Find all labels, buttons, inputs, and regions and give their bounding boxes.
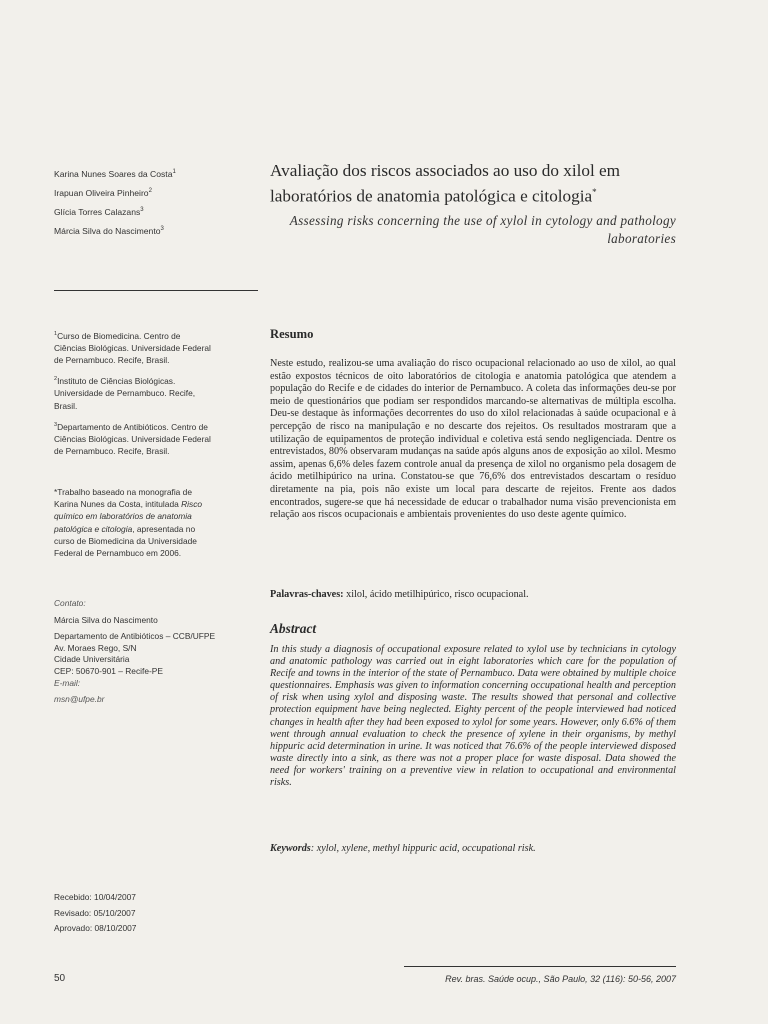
contact-street: Av. Moraes Rego, S/N [54,642,137,653]
affiliation: $^2$Instituto de Ciências Biológicas. Universidade de Pernambuco. Recife, Brasil. [54,376,196,411]
contact-city: Cidade Universitária [54,654,130,665]
contact-label: Contato: [54,598,86,608]
abstract-keywords: Keywords: xylol, xylene, methyl hippuric acid, occupational risk. [270,843,536,854]
date-revised: Revisado: 05/10/2007 [54,907,136,918]
resumo-heading: Resumo [270,327,314,341]
left-divider [54,290,258,291]
resumo-keywords: Palavras-chaves: xilol, ácido metilhipúrico, risco ocupacional. [270,589,529,600]
journal-citation: Rev. bras. Saúde ocup., São Paulo, 32 (116): 50-56, 2007 [445,974,676,984]
affiliation: $^3$Departamento de Antibióticos. Centro de Ciências Biológicas. Universidade Federal de Pernambuco. Recife, Brasil. [54,421,211,457]
page-number: 50 [54,973,66,984]
abstract-body: In this study a diagnosis of occupational exposure related to xylol use by technicians in cytology and anatomic pathology was carried out in eight laboratories which care for the population of Recife and towns in the interior of the state of Pernambuco. Data were obtained by multiple choice questionnaires. Emphasis was given to information concerning occupational health and perception of risk when using xylol and disposing waste. The results showed that personal and collective protection equipment have being neglected. Eighty percent of the people interviewed had noticed changes in health after they had been exposed to xylol for some years. However, only 6.6% of them went through annual evaluation to check the presence of xylene in their organisms, by methyl hippuric acid determination in urine. It was noticed that 76.6% of the people interviewed disposed waste directly into a sink, as there was not a proper place for waste disposal. Data showed the need for workers' training on a preventive view in relation to occupational and environmental risks. [270,644,676,789]
author: Márcia Silva do Nascimento$^3$ [54,225,164,236]
dates-block [54,890,234,937]
author: Glícia Torres Calazans$^3$ [54,206,144,217]
affiliation: $^1$Curso de Biomedicina. Centro de Ciências Biológicas. Universidade Federal de Pernambuco. Recife, Brasil. [54,330,211,366]
author: Irapuan Oliveira Pinheiro$^2$ [54,187,152,198]
author: Karina Nunes Soares da Costa$^1$ [54,168,176,179]
work-note: *Trabalho baseado na monografia de Karina Nunes da Costa, intitulada Risco químico em laboratórios de anatomia patológica e citologia, apresentada no curso de Biomedicina da Universidade Federal de Pernambuco em 2006. [54,487,203,559]
resumo-body: Neste estudo, realizou-se uma avaliação do risco ocupacional relacionado ao uso de xilol, ao qual estão expostos técnicos de oito laboratórios de citologia e anatomia patológica que atendem a população do Recife e de cidades do interior de Pernambuco. A coleta das informações deu-se por meio de questionários que podiam ser respondidos marcando-se alternativas de múltipla escolha. Deu-se destaque às informações decorrentes do uso do xilol relacionadas à saúde ocupacional e à percepção de risco na manipulação e no descarte dos rejeitos. Os resultados mostraram que a utilização de equipamentos de proteção individual e coletiva está sendo negligenciada. Dentre os entrevistados, 80% observaram mudanças na saúde após alguns anos de exposição ao xilol. Mesmo assim, apenas 6,6% deles fazem controle anual da presença de xilol no organismo pela dosagem de ácido metilhipúrico na urina. Constatou-se que 76,6% dos entrevistados descartam o resíduo diretamente na pia, pois não existe um local para descarte de rejeitos. Frente aos dados encontrados, sugere-se que há necessidade de educar o trabalhador numa visão prevencionista em relação aos riscos ocupacionais e ambientais provenientes do uso deste agente químico. [270,358,676,521]
abstract-heading: Abstract [270,621,317,636]
footer-divider [404,966,676,967]
contact-cep: CEP: 50670-901 – Recife-PE [54,665,163,676]
affiliation-list [54,328,214,464]
article-subtitle: Assessing risks concerning the use of xylol in cytology and pathology laboratories [289,213,676,246]
author-list [54,164,254,239]
date-approved: Aprovado: 08/10/2007 [54,923,137,934]
email-label: E-mail: [54,677,81,688]
contact-dept: Departamento de Antibióticos – CCB/UFPE [54,631,216,642]
contact-name: Márcia Silva do Nascimento [54,614,158,625]
email-link[interactable]: msn@ufpe.br [54,694,105,705]
date-received: Recebido: 10/04/2007 [54,892,136,902]
article-title: Avaliação dos riscos associados ao uso do xilol em laboratórios de anatomia patológica e citologia* [270,161,621,206]
contact-block [54,598,234,706]
